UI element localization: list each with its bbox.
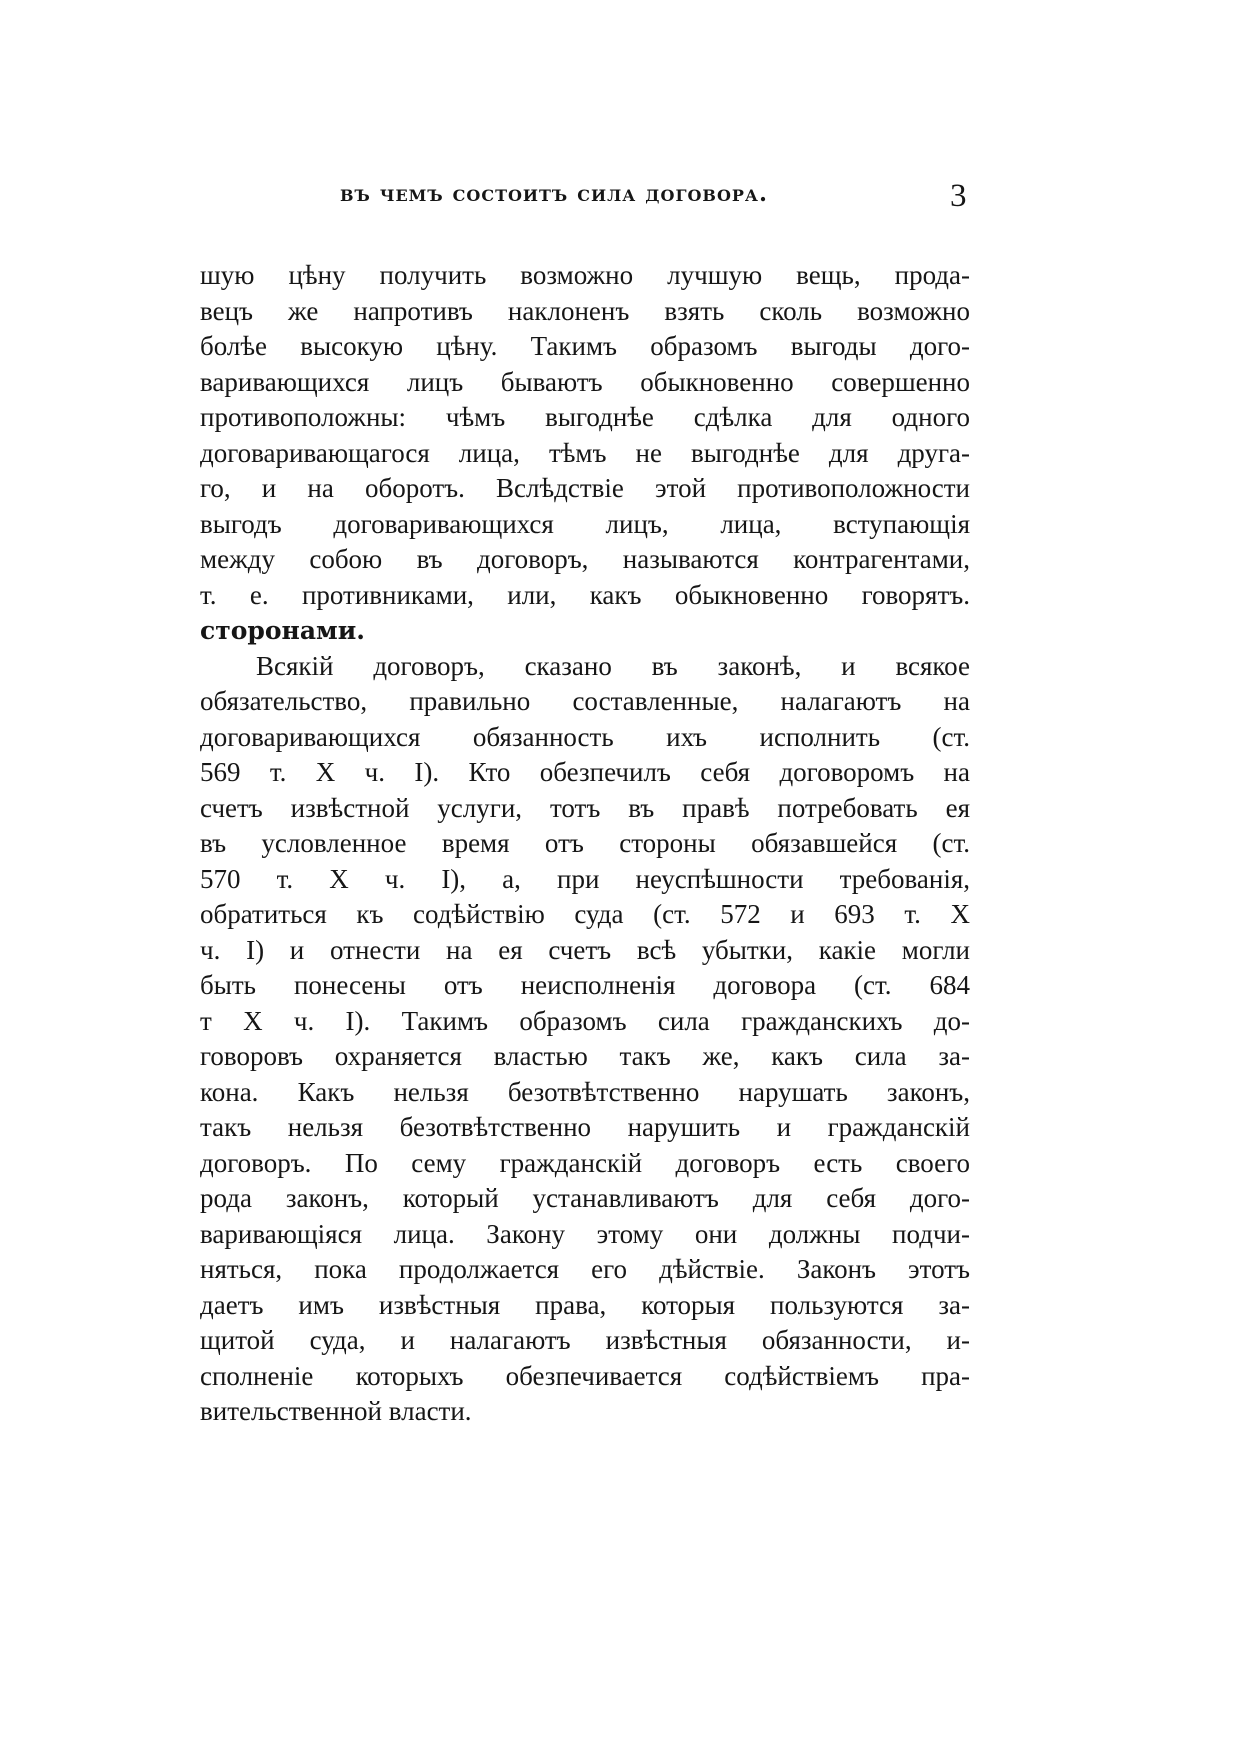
text-line: варивающіяся лица. Закону этому они должны подчи- [200, 1218, 970, 1249]
text-line: вецъ же напротивъ наклоненъ взять сколь возможно [200, 295, 970, 326]
text-line: даетъ имъ извѣстныя права, которыя пользуются за- [200, 1289, 970, 1320]
text-line: говоровъ охраняется властью такъ же, какъ сила за- [200, 1041, 970, 1071]
text-line: 569 т. X ч. I). Кто обезпечилъ себя договоромъ на [200, 757, 970, 787]
text-line: го, и на оборотъ. Вслѣдствіе этой противоположности [200, 473, 970, 503]
text-line: вительственной власти. [200, 1396, 472, 1426]
text-line: шую цѣну получить возможно лучшую вещь, прода- [200, 260, 970, 290]
text-line: договоръ. По сему гражданскій договоръ есть своего [200, 1147, 970, 1178]
text-line: кона. Какъ нельзя безотвѣтственно нарушать законъ, [200, 1076, 970, 1107]
text-line: варивающихся лицъ бываютъ обыкновенно совершенно [200, 366, 970, 397]
text-line-indented: Всякій договоръ, сказано въ законѣ, и всякое [256, 650, 970, 681]
text-line: противоположны: чѣмъ выгоднѣе сдѣлка для одного [200, 402, 970, 432]
text-line: сполненіе которыхъ обезпечивается содѣйствіемъ пра- [200, 1360, 970, 1391]
body-text [200, 258, 970, 1430]
text-line: т. е. противниками, или, какъ обыкновенно говорятъ. [200, 579, 970, 610]
text-line: рода законъ, который устанавливаютъ для себя дого- [200, 1183, 970, 1213]
text-line: обратиться къ содѣйствію суда (ст. 572 и 693 т. X [200, 899, 970, 929]
text-line: обязательство, правильно составленные, налагаютъ на [200, 686, 970, 716]
page-number: 3 [950, 178, 967, 214]
text-line-emphasis: сторонами. [200, 616, 366, 645]
text-line: быть понесены отъ неисполненія договора (ст. 684 [200, 970, 970, 1000]
text-line: щитой суда, и налагаютъ извѣстныя обязанности, и- [200, 1325, 970, 1355]
text-line: выгодъ договаривающихся лицъ, лица, вступающія [200, 508, 970, 539]
text-line: договаривающагося лица, тѣмъ не выгоднѣе для друга- [200, 437, 970, 468]
text-line: т X ч. I). Такимъ образомъ сила гражданскихъ до- [200, 1005, 970, 1036]
text-line: ч. I) и отнести на ея счетъ всѣ убытки, какіе могли [200, 934, 970, 965]
text-line: няться, пока продолжается его дѣйствіе. Законъ этотъ [200, 1254, 970, 1284]
text-line: болѣе высокую цѣну. Такимъ образомъ выгоды дого- [200, 331, 970, 361]
running-head: въ чемъ состоитъ сила договора. [340, 180, 768, 207]
text-line: такъ нельзя безотвѣтственно нарушить и гражданскій [200, 1112, 970, 1142]
text-line: 570 т. X ч. I), а, при неуспѣшности требованія, [200, 863, 970, 894]
text-line: между собою въ договоръ, называются контрагентами, [200, 544, 970, 574]
text-line: счетъ извѣстной услуги, тотъ въ правѣ потребовать ея [200, 792, 970, 823]
text-line: въ условленное время отъ стороны обязавшейся (ст. [200, 828, 970, 858]
text-line: договаривающихся обязанность ихъ исполнить (ст. [200, 721, 970, 752]
